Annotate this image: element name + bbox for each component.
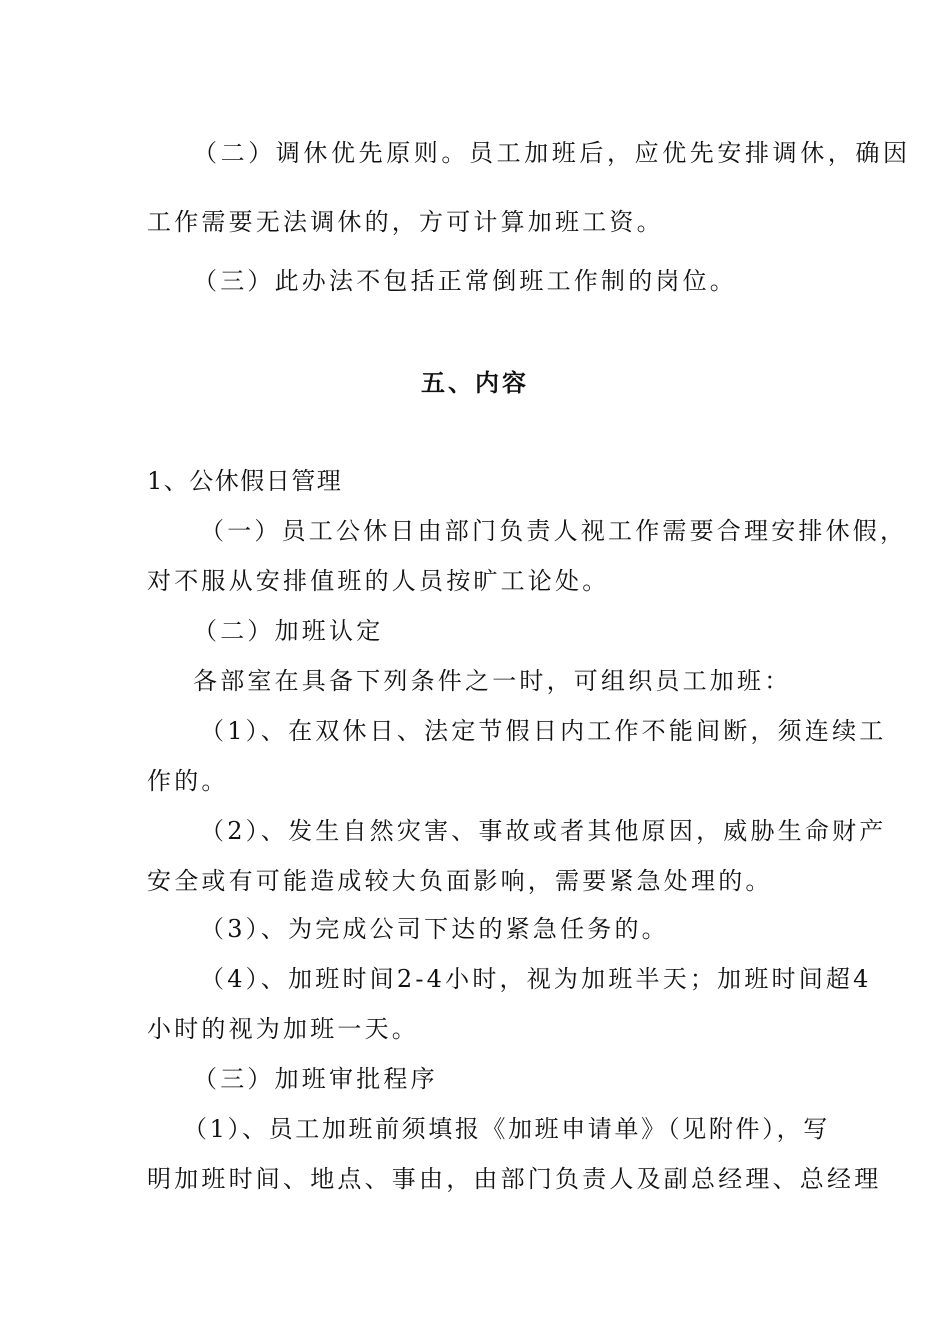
item-line: （二）加班认定	[193, 617, 384, 645]
paragraph-line: （三）此办法不包括正常倒班工作制的岗位。	[193, 267, 737, 295]
item-line: （1）、员工加班前须填报《加班申请单》（见附件），写	[183, 1115, 830, 1143]
item-line: 安全或有可能造成较大负面影响，需要紧急处理的。	[147, 867, 773, 895]
subsection-title: 1、公休假日管理	[147, 467, 343, 495]
section-heading: 五、内容	[421, 369, 529, 397]
item-line: 小时的视为加班一天。	[147, 1015, 419, 1043]
item-line: （4）、加班时间2-4小时，视为加班半天；加班时间超4	[200, 965, 872, 993]
item-line: 明加班时间、地点、事由，由部门负责人及副总经理、总经理	[147, 1165, 882, 1193]
item-line: 作的。	[147, 767, 229, 795]
item-line: 对不服从安排值班的人员按旷工论处。	[147, 567, 610, 595]
paragraph-line: （二）调休优先原则。员工加班后，应优先安排调休，确因	[193, 139, 911, 167]
item-line: （3）、为完成公司下达的紧急任务的。	[200, 915, 669, 943]
paragraph-line: 工作需要无法调休的，方可计算加班工资。	[147, 208, 664, 236]
item-line: （一）员工公休日由部门负责人视工作需要合理安排休假，	[200, 517, 908, 545]
item-line: 各部室在具备下列条件之一时，可组织员工加班：	[193, 667, 792, 695]
item-line: （2）、发生自然灾害、事故或者其他原因，威胁生命财产	[200, 817, 887, 845]
item-line: （1）、在双休日、法定节假日内工作不能间断，须连续工	[200, 717, 887, 745]
item-line: （三）加班审批程序	[193, 1065, 438, 1093]
